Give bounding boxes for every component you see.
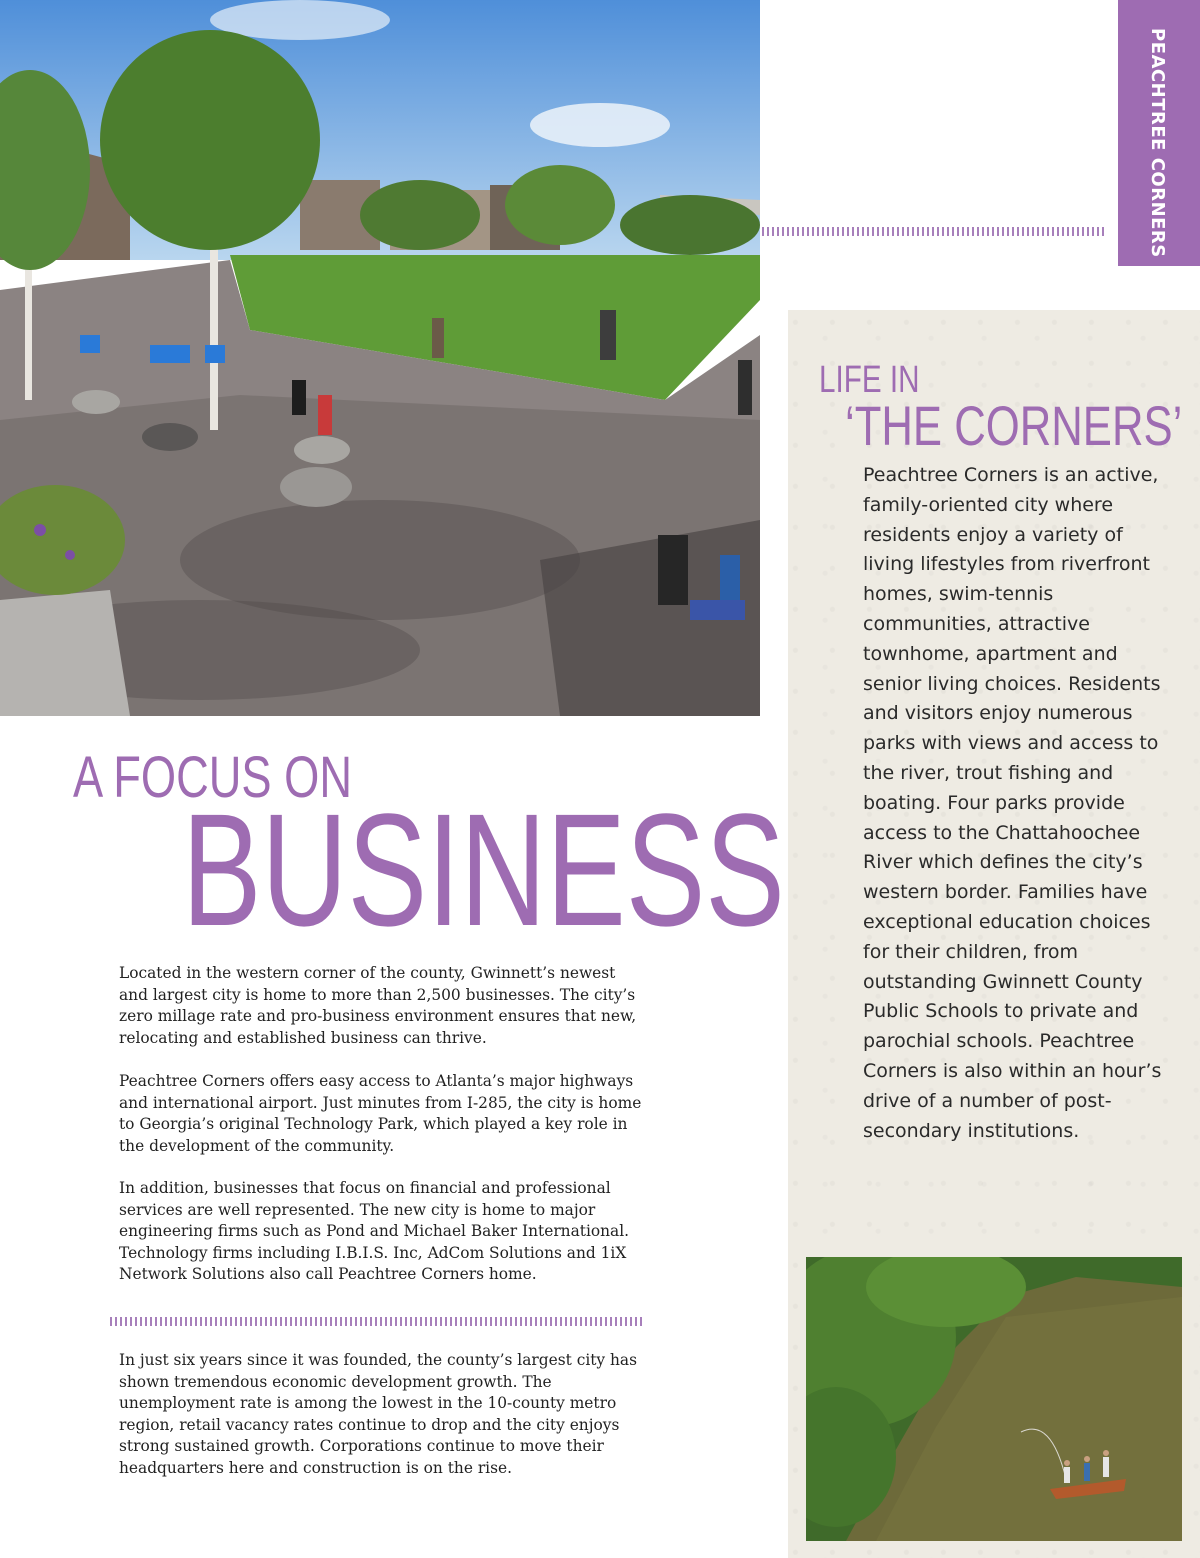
- dotted-divider-bottom: [110, 1317, 642, 1326]
- dotted-divider-top: [762, 227, 1106, 236]
- river-image: [806, 1257, 1182, 1541]
- hero-image: [0, 0, 760, 716]
- section-tab-label: PEACHTREE CORNERS: [1147, 28, 1168, 258]
- business-paragraph-4: In just six years since it was founded, the county’s largest city has shown tremendous economic development growth. The unemployment rate is among the lowest in the 10-county metro region, retail vacancy rates continue to drop and the city enjoys strong sustained growth. Corporations continue to move their headquarters here and construction is on the rise.: [119, 1351, 637, 1477]
- business-title-big: BUSINESS: [182, 780, 785, 959]
- life-sidebar: [788, 310, 1200, 1558]
- sidebar-title-big: ‘THE CORNERS’: [845, 394, 1183, 457]
- business-paragraph-1: Located in the western corner of the county, Gwinnett’s newest and largest city is home to more than 2,500 businesses. The city’s zero millage rate and pro-business environment ensures that new, relocating and established business can thrive.: [119, 964, 637, 1047]
- sidebar-title-small: LIFE IN: [819, 359, 920, 401]
- section-tab: [1118, 0, 1200, 266]
- sidebar-body: Peachtree Corners is an active, family-oriented city where residents enjoy a variety of living lifestyles from riverfront homes, swim-tennis communities, attractive townhome, apartment and senior living choices. Residents and visitors enjoy numerous parks with views and access to the river, trout fishing and boating. Four parks provide access to the Chattahoochee River which defines the city’s western border. Families have exceptional education choices for their children, from outstanding Gwinnett County Public Schools to private and parochial schools. Peachtree Corners is also within an hour’s drive of a number of post-secondary institutions.: [863, 464, 1162, 1142]
- business-paragraph-2: Peachtree Corners offers easy access to Atlanta’s major highways and international airport. Just minutes from I-285, the city is home to Georgia’s original Technology Park, which played a key role in the development of the community.: [119, 1072, 642, 1155]
- business-paragraph-3: In addition, businesses that focus on financial and professional services are well represented. The new city is home to major engineering firms such as Pond and Michael Baker International. Technology firms including I.B.I.S. Inc, AdCom Solutions and 1iX Network Solutions also call Peachtree Corners home.: [119, 1179, 630, 1283]
- business-title-small: A FOCUS ON: [73, 745, 353, 810]
